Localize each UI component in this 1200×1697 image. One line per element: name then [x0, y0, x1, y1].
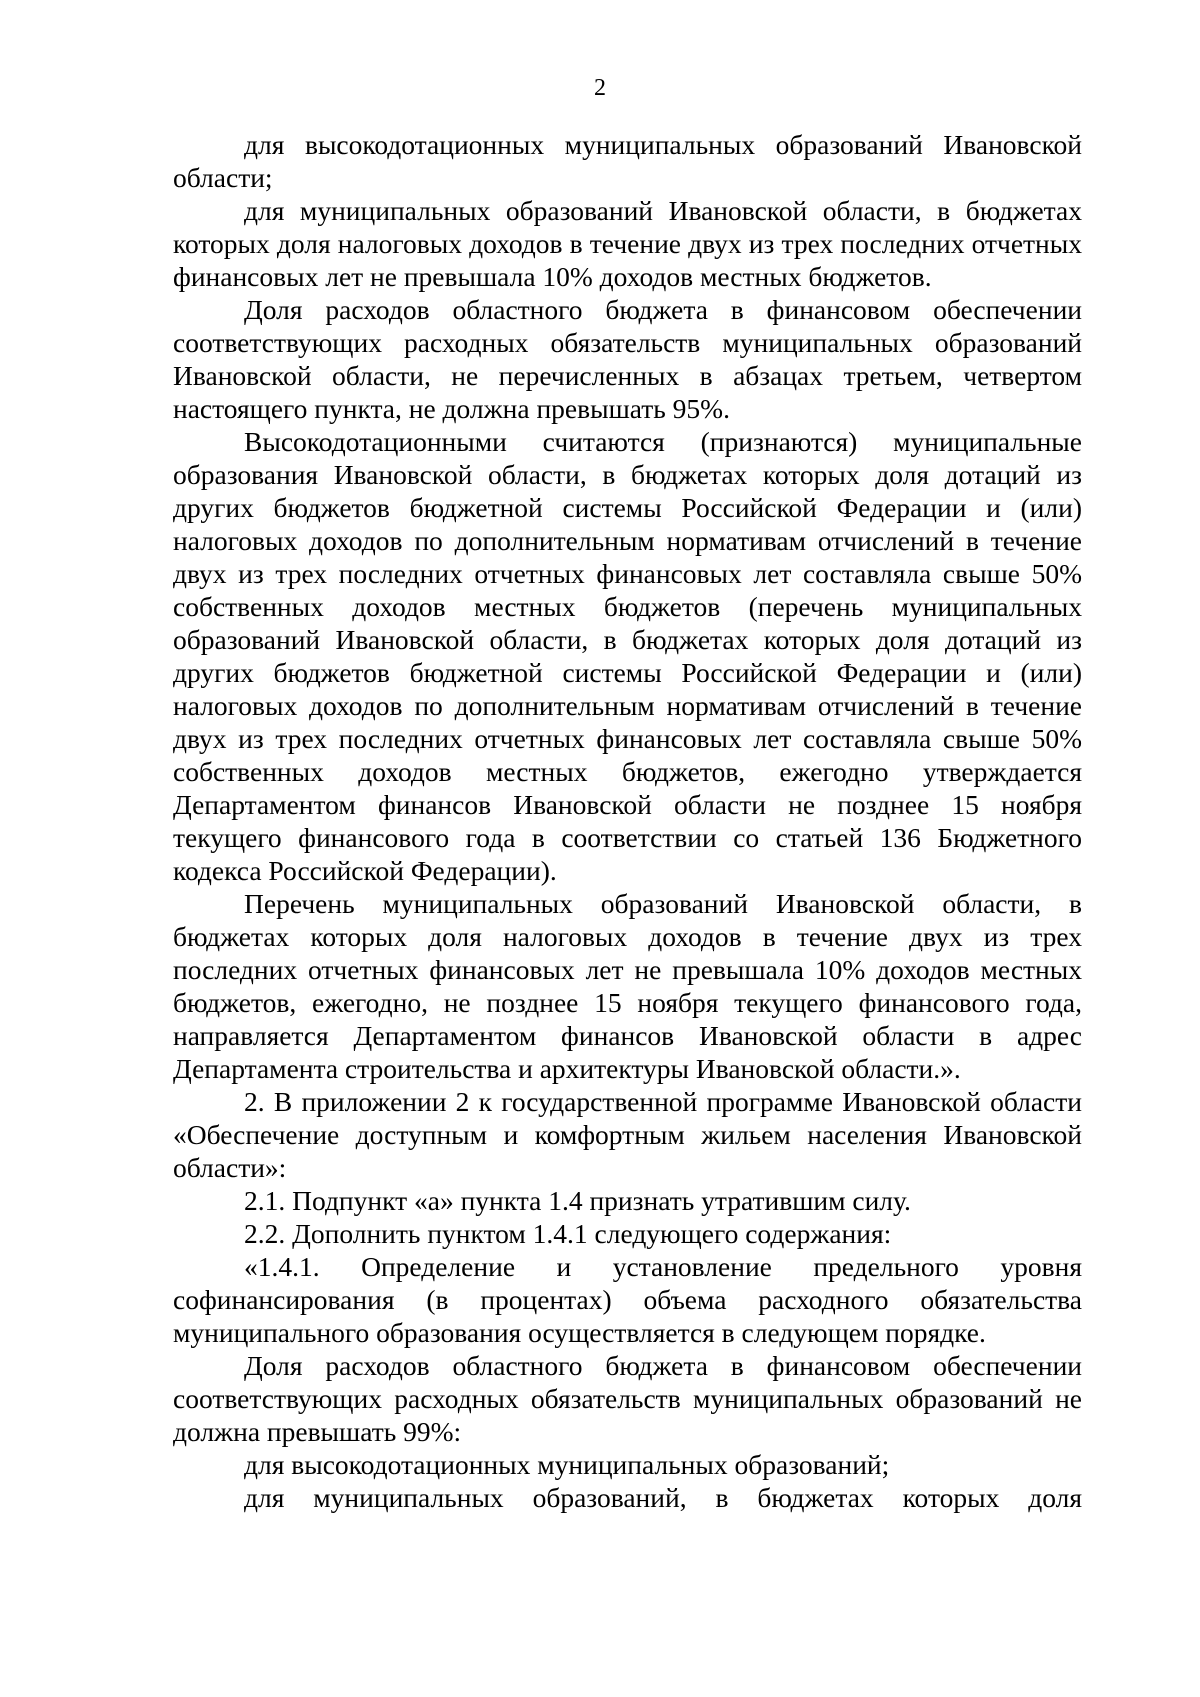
paragraph: 2.2. Дополнить пунктом 1.4.1 следующего содержания: [244, 1218, 892, 1249]
paragraph: 2.1. Подпункт «а» пункта 1.4 признать утратившим силу. [244, 1185, 911, 1216]
paragraph: Высокодотационными считаются (признаются) муниципальные образования Ивановской области, в бюджетах которых доля дотаций из других бюджетов бюджетной системы Российской Федерации и (или) налоговых доходов по дополнительным нормативам отчислений в течение двух из трех последних отчетных финансовых лет составляла свыше 50% собственных доходов местных бюджетов (перечень муниципальных образований Ивановской области, в бюджетах которых доля дотаций из других бюджетов бюджетной системы Российской Федерации и (или) налоговых доходов по дополнительным нормативам отчислений в течение двух из трех последних отчетных финансовых лет составляла свыше 50% собственных доходов местных бюджетов, ежегодно утверждается Департаментом финансов Ивановской области не позднее 15 ноября текущего финансового года в соответствии со статьей 136 Бюджетного кодекса Российской Федерации). [173, 426, 1082, 886]
paragraph: для муниципальных образований, в бюджетах которых доля [244, 1482, 1082, 1513]
paragraph: для муниципальных образований Ивановской области, в бюджетах которых доля налоговых доходов в течение двух из трех последних отчетных финансовых лет не превышала 10% доходов местных бюджетов. [173, 195, 1082, 292]
paragraph: Доля расходов областного бюджета в финансовом обеспечении соответствующих расходных обязательств муниципальных образований Ивановской области, не перечисленных в абзацах третьем, четвертом настоящего пункта, не должна превышать 95%. [173, 294, 1082, 424]
paragraph: Доля расходов областного бюджета в финансовом обеспечении соответствующих расходных обязательств муниципальных образований не должна превышать 99%: [173, 1350, 1082, 1447]
paragraph: для высокодотационных муниципальных образований Ивановской области; [173, 129, 1082, 193]
paragraph: «1.4.1. Определение и установление предельного уровня софинансирования (в процентах) объема расходного обязательства муниципального образования осуществляется в следующем порядке. [173, 1251, 1082, 1348]
document-body [173, 128, 1082, 1514]
paragraph: Перечень муниципальных образований Ивановской области, в бюджетах которых доля налоговых доходов в течение двух из трех последних отчетных финансовых лет не превышала 10% доходов местных бюджетов, ежегодно, не позднее 15 ноября текущего финансового года, направляется Департаментом финансов Ивановской области в адрес Департамента строительства и архитектуры Ивановской области.». [173, 888, 1082, 1084]
page-number: 2 [594, 75, 606, 101]
paragraph: для высокодотационных муниципальных образований; [244, 1449, 890, 1480]
paragraph: 2. В приложении 2 к государственной программе Ивановской области «Обеспечение доступным и комфортным жильем населения Ивановской области»: [173, 1086, 1082, 1183]
